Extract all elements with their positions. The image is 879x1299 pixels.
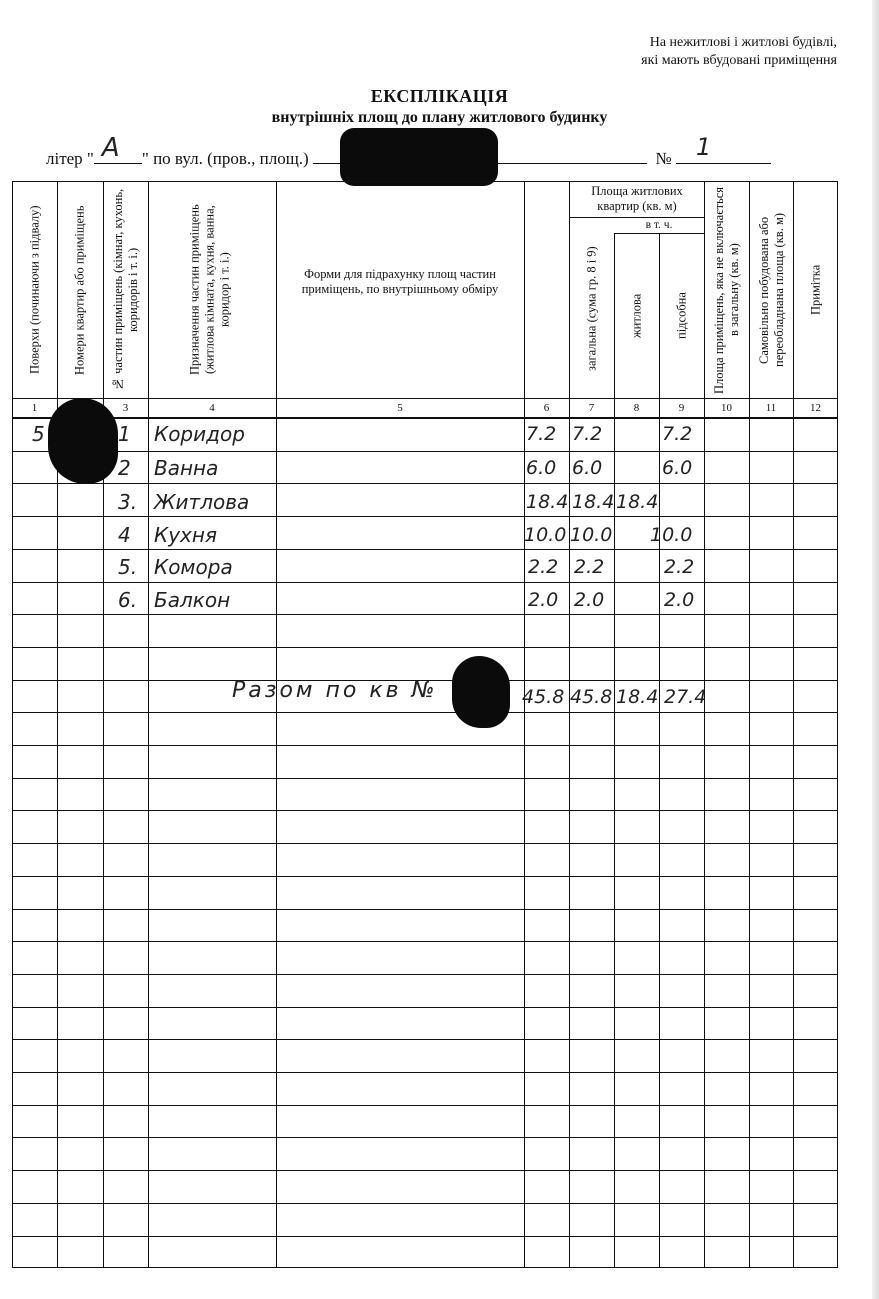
street-label: " по вул. (пров., площ.)	[141, 149, 309, 168]
floor-value: 5	[32, 422, 45, 446]
row-line	[12, 810, 838, 811]
column-number: 1	[31, 402, 38, 414]
part-purpose: Комора	[154, 555, 233, 579]
liter-label: літер "	[46, 149, 94, 168]
scan-edge	[872, 0, 879, 1299]
cell-c6: 7.2	[526, 423, 557, 445]
part-number: 6.	[118, 588, 138, 612]
cell-c9: 7.2	[662, 423, 693, 445]
column-number: 11	[765, 402, 777, 414]
part-purpose: Житлова	[154, 490, 250, 514]
col-line	[614, 233, 615, 1268]
row-line	[12, 549, 838, 550]
header-purpose: Призначення частин приміщень (житлова кімната, кухня, ванна, коридор і т. і.)	[187, 204, 232, 376]
header-auxiliary: підсобна	[674, 292, 689, 340]
document-subtitle: внутрішніх площ до плану житлового будинку	[271, 109, 608, 126]
row-line	[12, 1039, 838, 1040]
row-line	[12, 1137, 838, 1138]
colnum-bottom-line	[12, 417, 838, 419]
part-number: 1	[118, 422, 131, 446]
header-excluded-area: Площа приміщень, яка не включається в загальну (кв. м)	[712, 186, 741, 394]
header-part-numbers: № частин приміщень (кімнат, кухонь, коридорів і т. і.)	[111, 188, 140, 392]
column-number: 5	[397, 402, 403, 414]
document-title: ЕКСПЛІКАЦІЯ	[370, 86, 509, 106]
column-number: 8	[633, 402, 640, 414]
form-note-line1: На нежитлові і житлові будівлі,	[649, 35, 837, 50]
row-line	[12, 778, 838, 779]
part-purpose: Коридор	[154, 422, 245, 446]
column-number: 10	[721, 402, 732, 414]
number-value: 1	[695, 133, 712, 161]
cell-c9: 6.0	[662, 457, 693, 479]
row-line	[12, 745, 838, 746]
column-number: 12	[810, 402, 821, 414]
column-number: 9	[678, 402, 685, 414]
header-apartment-numbers: Номери квартир або приміщень	[72, 205, 87, 375]
header-living-area-group: Площа житлових квартир (кв. м)	[591, 184, 683, 213]
cell-c6: 2.2	[528, 556, 559, 578]
row-line	[12, 451, 838, 452]
col-line	[659, 233, 660, 1268]
cell-c6: 18.4	[526, 491, 569, 513]
cell-c6: 10.0	[524, 524, 567, 546]
cell-c9: 2.2	[664, 556, 695, 578]
group-line	[569, 217, 704, 218]
total-c8: 18.4	[616, 686, 659, 708]
cell-c8: 18.4	[616, 491, 659, 513]
number-field	[676, 133, 771, 164]
column-number: 6	[543, 402, 550, 414]
total-c9: 27.4	[664, 686, 707, 708]
header-including: в т. ч.	[645, 219, 673, 231]
cell-c7: 10.0	[570, 524, 613, 546]
cell-c9: 10.0	[650, 524, 693, 546]
redaction-street	[340, 128, 498, 186]
cell-c7: 2.2	[574, 556, 605, 578]
row-line	[12, 1203, 838, 1204]
cell-c7: 7.2	[572, 423, 603, 445]
part-number: 5.	[118, 555, 138, 579]
redaction-total-number	[452, 656, 510, 728]
vt-line	[614, 233, 704, 234]
row-line	[12, 909, 838, 910]
cell-c9: 2.0	[664, 589, 695, 611]
number-label: №	[655, 149, 672, 168]
cell-c6: 6.0	[526, 457, 557, 479]
column-number: 3	[122, 402, 129, 414]
cell-c7: 2.0	[574, 589, 605, 611]
row-line	[12, 974, 838, 975]
header-forms: Форми для підрахунку площ частин приміщень, по внутрішньому обміру	[301, 267, 499, 296]
form-note	[641, 34, 837, 70]
liter-field	[94, 133, 142, 164]
row-line	[12, 1236, 838, 1237]
row-line	[12, 1170, 838, 1171]
cell-c6: 2.0	[528, 589, 559, 611]
header-living: житлова	[629, 293, 644, 339]
header-total-area: загальна (сума гр. 8 і 9)	[584, 246, 599, 371]
header-unauthorized-area: Самовільно побудована або переобладнана площа (кв. м)	[757, 212, 786, 368]
total-label: Разом по кв №	[232, 678, 438, 703]
part-purpose: Ванна	[154, 456, 219, 480]
row-line	[12, 647, 838, 648]
row-line	[12, 1105, 838, 1106]
form-note-line2: які мають вбудовані приміщення	[641, 53, 837, 68]
total-c6: 45.8	[522, 686, 565, 708]
part-number: 4	[118, 523, 131, 547]
row-line	[12, 483, 838, 484]
cell-c7: 18.4	[572, 491, 615, 513]
row-line	[12, 941, 838, 942]
row-line	[12, 712, 838, 713]
row-line	[12, 876, 838, 877]
part-number: 2	[118, 456, 131, 480]
liter-value: А	[101, 133, 120, 163]
row-line	[12, 1007, 838, 1008]
total-c7: 45.8	[570, 686, 613, 708]
part-purpose: Кухня	[154, 523, 217, 547]
row-line	[12, 843, 838, 844]
row-line	[12, 1072, 838, 1073]
column-number: 7	[588, 402, 595, 414]
header-note: Примітка	[808, 264, 823, 316]
cell-c7: 6.0	[572, 457, 603, 479]
column-number: 4	[209, 402, 215, 414]
part-purpose: Балкон	[154, 588, 231, 612]
part-number: 3.	[118, 490, 138, 514]
redaction-apartment-number	[48, 398, 118, 484]
header-floors: Поверхи (починаючи з підвалу)	[27, 205, 42, 375]
header-bottom-line	[12, 398, 838, 399]
